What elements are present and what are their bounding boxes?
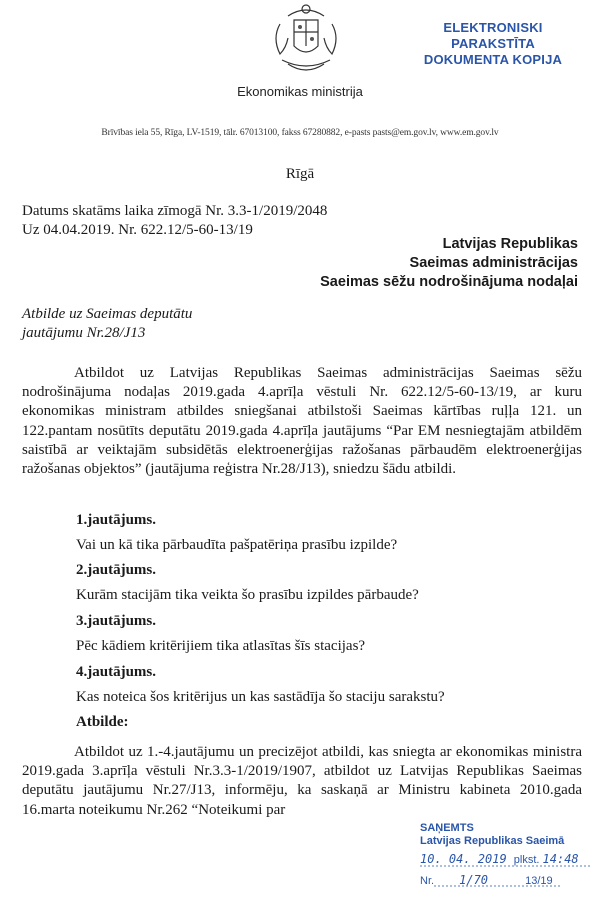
received-stamp: [420, 822, 592, 848]
received-date: 10. 04. 2019: [420, 852, 507, 866]
question-3-label: 3.jautājums.: [76, 613, 157, 629]
stamp-line-2: DOKUMENTA KOPIJA: [423, 52, 563, 67]
received-stamp-title: SAŅEMTS: [420, 822, 474, 834]
question-1-label: 1.jautājums.: [76, 512, 157, 528]
subject-line-1: Atbilde uz Saeimas deputātu: [22, 306, 193, 322]
reference-line-1: Datums skatāms laika zīmogā Nr. 3.3-1/2019/2048: [22, 203, 328, 219]
document-references: [22, 202, 327, 240]
ministry-name: Ekonomikas ministrija: [237, 84, 363, 99]
question-1-text: Vai un kā tika pārbaudīta pašpatēriņa prasību izpilde?: [76, 537, 398, 553]
stamp-line-1: ELEKTRONISKI PARAKSTĪTA: [443, 20, 543, 51]
subject-line-2: jautājumu Nr.28/J13: [22, 325, 146, 341]
answer-label: Atbilde:: [76, 714, 129, 730]
received-number-label: Nr.: [420, 875, 435, 887]
stamp-underlines: [420, 862, 592, 888]
answer-paragraph: Atbildot uz 1.-4.jautājumu un precizējot atbildi, kas sniegta ar ekonomikas ministra 2019.gada 3.aprīļa vēstuli Nr.3.3-1/2019/1907, atbildot uz Latvijas Republikas Saeimas deputātu jautājumu Nr.27/J13, informēju, ka saskaņā ar Ministru kabineta 2010.gada 16.marta noteikumu Nr.262 “Noteikumi par: [22, 744, 582, 818]
addressee-line-2: Saeimas administrācijas: [409, 255, 578, 271]
subject: [22, 305, 192, 343]
received-number: 1/70: [459, 873, 489, 887]
received-time-label: plkst.: [513, 854, 540, 866]
addressee-line-3: Saeimas sēžu nodrošinājuma nodaļai: [320, 274, 578, 290]
question-2-text: Kurām stacijām tika veikta šo prasību izpildes pārbaude?: [76, 587, 419, 603]
received-time: 14:48: [542, 852, 579, 866]
question-2-label: 2.jautājums.: [76, 562, 157, 578]
coat-of-arms-icon: [258, 2, 354, 82]
city: Rīgā: [285, 166, 315, 182]
received-number-suffix: 13/19: [525, 875, 553, 887]
question-3-text: Pēc kādiem kritērijiem tika atlasītas šīs stacijas?: [76, 638, 366, 654]
addressee: [320, 235, 578, 292]
received-stamp-org: Latvijas Republikas Saeimā: [420, 835, 565, 847]
addressee-line-1: Latvijas Republikas: [442, 236, 578, 252]
question-4-text: Kas noteica šos kritērijus un kas sastādīja šo staciju sarakstu?: [76, 689, 445, 705]
contact-line: Brīvības iela 55, Rīga, LV-1519, tālr. 67013100, fakss 67280882, e-pasts pasts@em.gov.lv, www.em.gov.lv: [101, 128, 499, 138]
intro-paragraph: Atbildot uz Latvijas Republikas Saeimas administrācijas Saeimas sēžu nodrošinājuma nodaļas 2019.gada 4.aprīļa vēstuli Nr. 622.12/5-60-13/19, ar kuru ekonomikas ministram atbildes sniegšanai atbilstoši Saeimas kārtības ruļļa 121. un 122.pantam nosūtīts deputātu 2019.gada 4.aprīļa jautājums “Par EM nesniegtajām atbildēm saistībā ar veiktajām subsidētās elektroenerģijas ražošanas pārbaudēm elektroenerģijas ražošanas objektos” (jautājuma reģistra Nr.28/J13), sniedzu šādu atbildi.: [22, 365, 582, 478]
reference-line-2: Uz 04.04.2019. Nr. 622.12/5-60-13/19: [22, 222, 253, 238]
question-4-label: 4.jautājums.: [76, 664, 157, 680]
electronic-signature-stamp: [403, 20, 583, 68]
